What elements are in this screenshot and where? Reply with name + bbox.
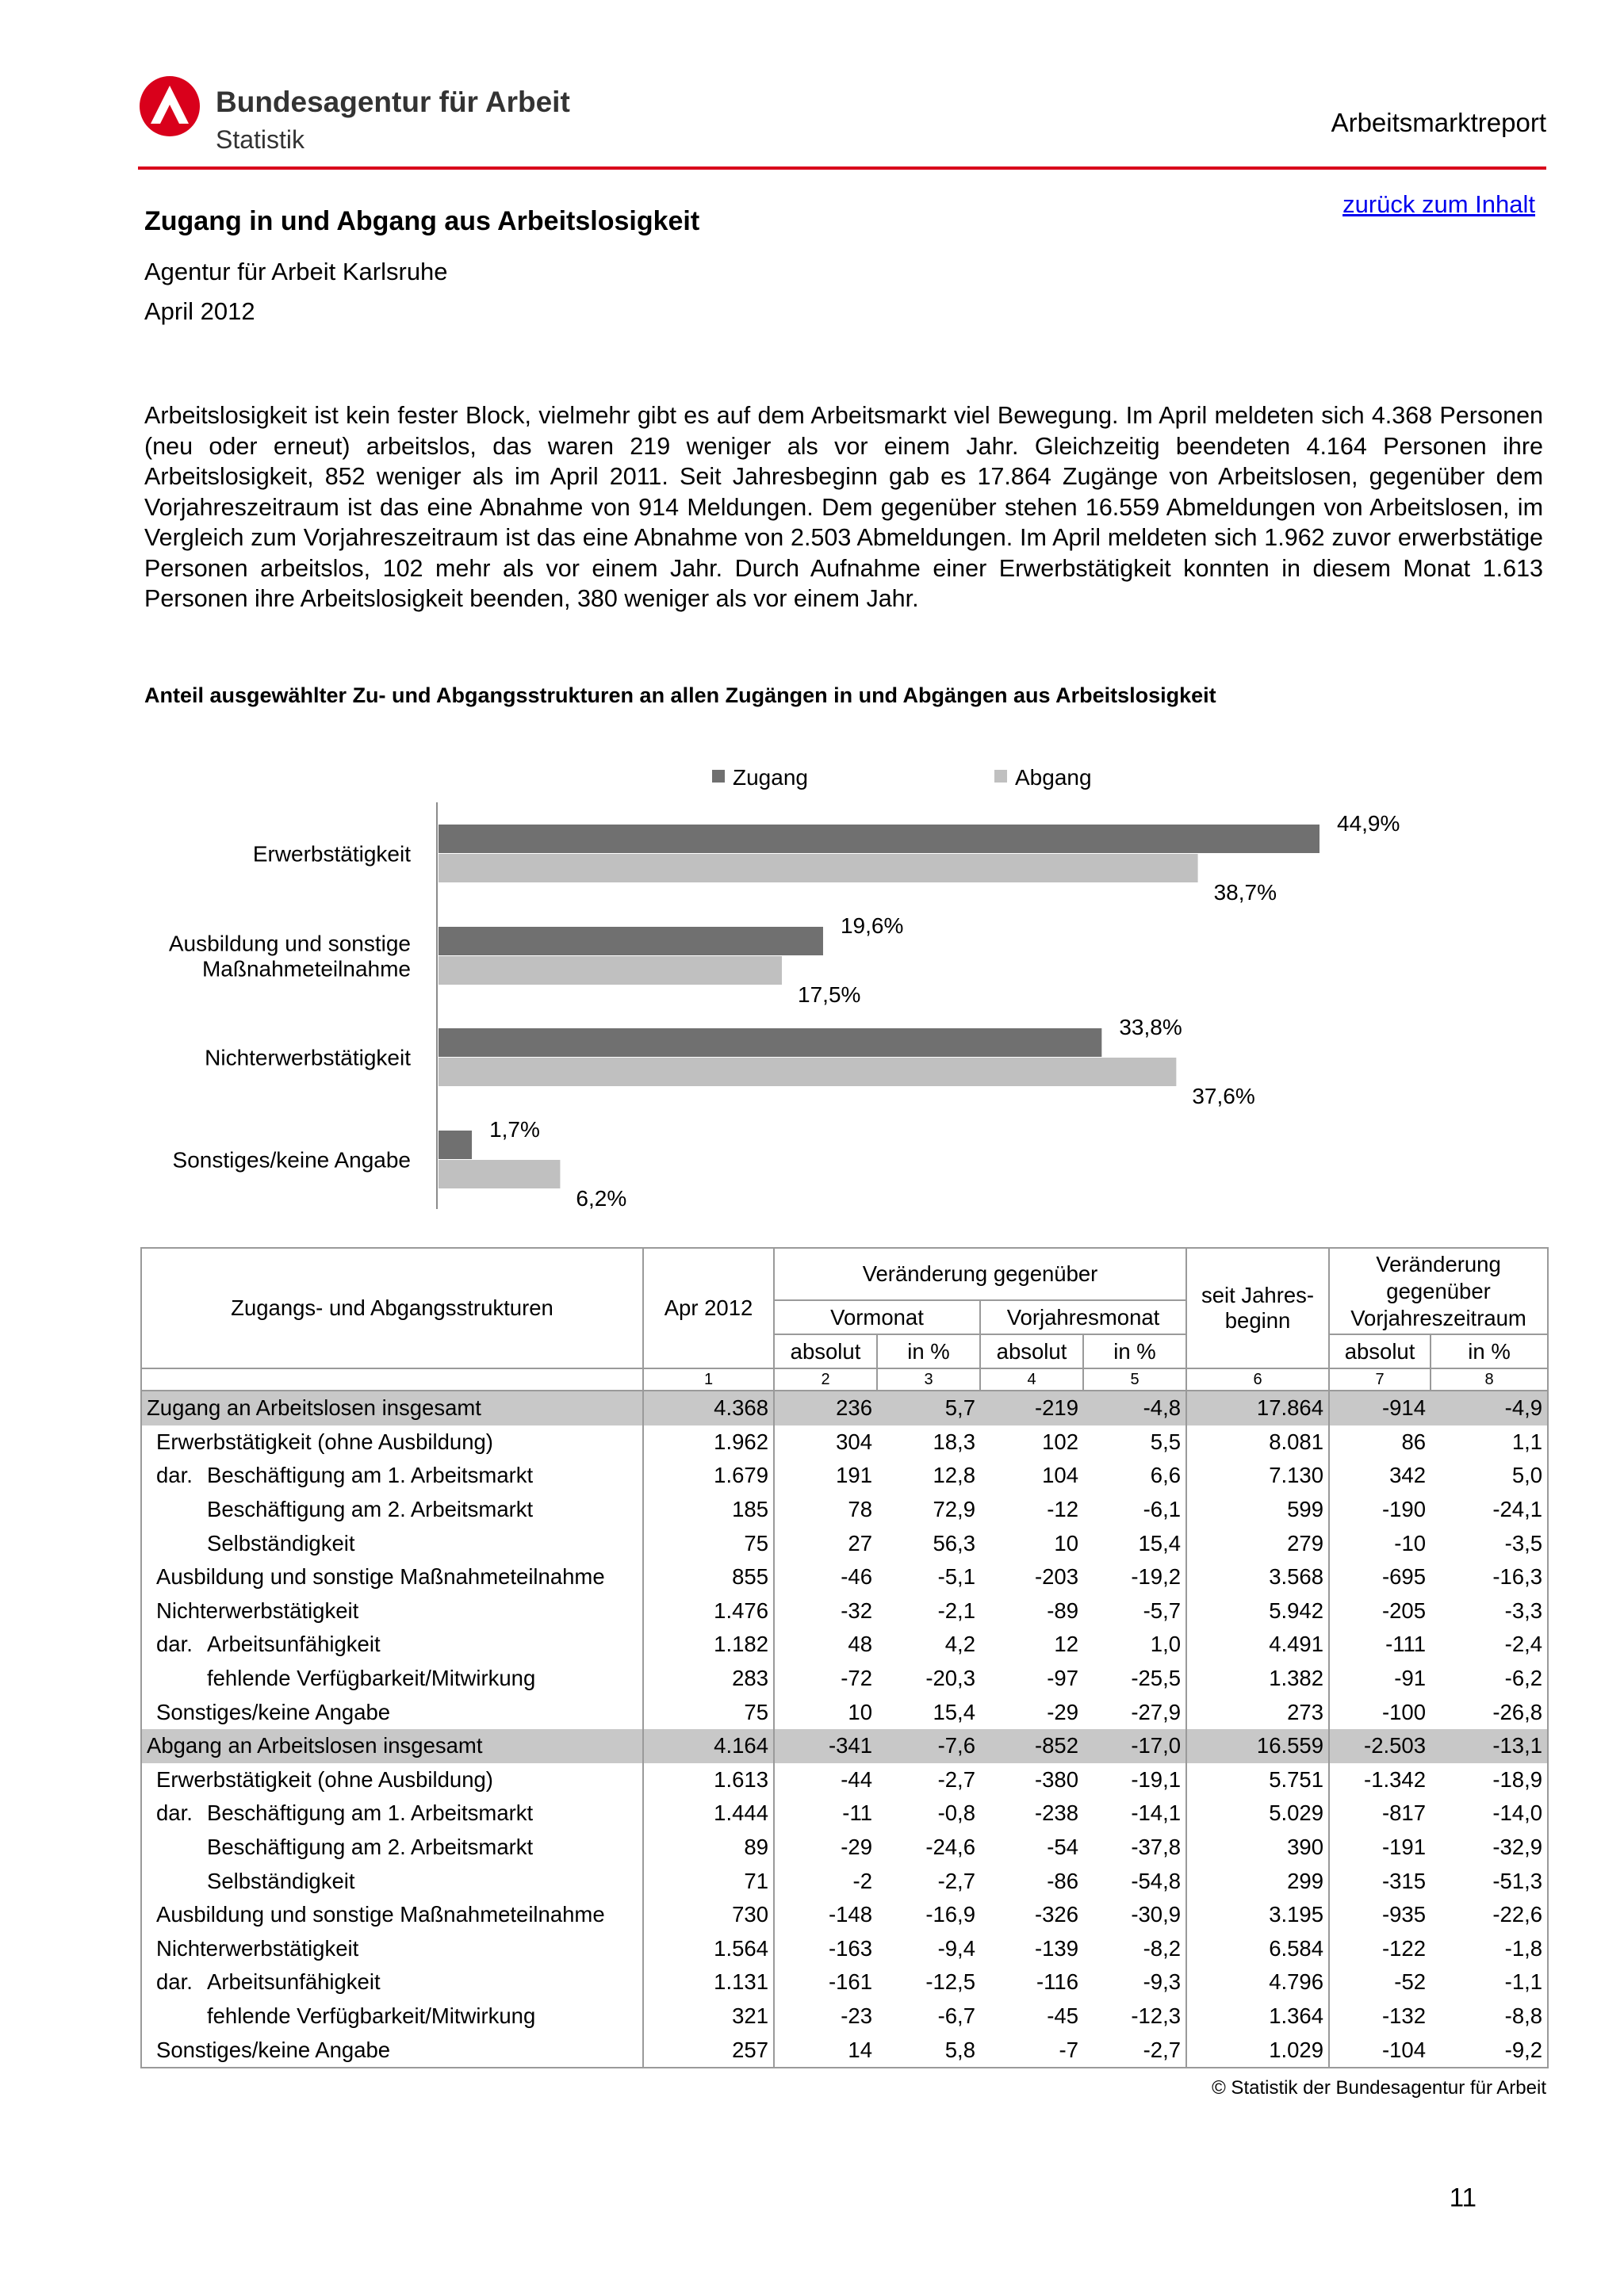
table-cell: -17,0	[1083, 1729, 1186, 1763]
table-cell: 89	[643, 1831, 774, 1865]
table-cell: 4.491	[1186, 1628, 1329, 1662]
table-cell: -2,7	[1083, 2033, 1186, 2068]
row-label-text: Nichterwerbstätigkeit	[156, 1935, 359, 1961]
table-row	[141, 1932, 1548, 1966]
table-cell: 14	[774, 2033, 877, 2068]
table-cell: 16.559	[1186, 1729, 1329, 1763]
data-label-zugang: 19,6%	[840, 913, 904, 938]
table-cell: -0,8	[937, 1800, 975, 1826]
table-cell: 855	[643, 1560, 774, 1594]
table-cell: 3.568	[1186, 1560, 1329, 1594]
table-cell: -29	[841, 1835, 872, 1860]
table-cell: 78	[848, 1497, 872, 1522]
table-cell: -4,9	[1431, 1391, 1548, 1425]
table-cell: 7.130	[1186, 1459, 1329, 1493]
category-label: Nichterwerbstätigkeit	[205, 1045, 411, 1070]
data-label-abgang: 6,2%	[576, 1186, 627, 1211]
table-cell: -104	[1329, 2033, 1431, 2068]
table-cell: -914	[1329, 1391, 1431, 1425]
legend-swatch-zugang	[712, 770, 725, 783]
table-cell: -2	[852, 1868, 872, 1893]
row-label-text: Arbeitsunfähigkeit	[207, 1969, 381, 1995]
table-cell: -1,8	[1431, 1932, 1548, 1966]
col-number: 3	[877, 1368, 980, 1391]
table-cell: -30,9	[1083, 1898, 1186, 1932]
table-cell: -12	[1047, 1497, 1078, 1522]
table-cell: -13,1	[1431, 1729, 1548, 1763]
row-label-text: Ausbildung und sonstige Maßnahmeteilnahme	[156, 1564, 605, 1590]
row-label-text: Beschäftigung am 1. Arbeitsmarkt	[207, 1800, 534, 1826]
row-prefix: dar.	[156, 1800, 193, 1826]
legend-swatch-abgang	[994, 770, 1007, 783]
table-cell: 75	[643, 1526, 774, 1560]
table-cell: -9,2	[1431, 2033, 1548, 2068]
row-label	[141, 1695, 643, 1729]
row-label	[141, 1493, 643, 1527]
category-label: Maßnahmeteilnahme	[201, 956, 411, 982]
table-body	[141, 1391, 1548, 2068]
table-cell: -122	[1381, 1935, 1427, 1961]
table-cell: -22,6	[1431, 1898, 1548, 1932]
table-cell: -45	[1047, 2003, 1078, 2028]
row-prefix: dar.	[156, 1969, 193, 1995]
table-cell: -205	[1381, 1598, 1427, 1623]
table-cell: -935	[1381, 1902, 1427, 1927]
table-cell: -817	[1381, 1800, 1427, 1826]
row-label	[141, 1628, 643, 1662]
table-cell: 5,7	[877, 1391, 980, 1425]
bar-abgang	[439, 1058, 1176, 1086]
chart-bars	[439, 825, 1320, 1188]
table-cell: 5.029	[1186, 1797, 1329, 1831]
table-cell: 273	[1186, 1695, 1329, 1729]
table-cell: 321	[643, 1999, 774, 2034]
row-prefix: dar.	[156, 1632, 193, 1657]
table-cell: -6,2	[1431, 1662, 1548, 1696]
bar-zugang	[439, 1131, 472, 1159]
table-cell: 71	[643, 1864, 774, 1898]
table-cell: -100	[1381, 1699, 1427, 1724]
table-cell: -8,2	[1083, 1932, 1186, 1966]
table-cell: 6,6	[1083, 1459, 1186, 1493]
col-number: 8	[1431, 1368, 1548, 1391]
table-cell: -19,1	[1083, 1763, 1186, 1797]
row-label-text: fehlende Verfügbarkeit/Mitwirkung	[207, 1666, 536, 1691]
col-number: 5	[1083, 1368, 1186, 1391]
table-cell: -2,7	[937, 1868, 975, 1893]
table-row	[141, 1797, 1548, 1831]
table-cell: -380	[1034, 1766, 1078, 1792]
data-label-abgang: 38,7%	[1213, 880, 1277, 905]
table-cell: -148	[828, 1902, 872, 1927]
table-cell: 4.796	[1186, 1965, 1329, 1999]
table-cell: -163	[828, 1935, 872, 1961]
chart-category-labels	[169, 842, 411, 1173]
table-row	[141, 1999, 1548, 2034]
bar-abgang	[439, 854, 1198, 882]
table-cell: 5,8	[877, 2033, 980, 2068]
table-total-row	[141, 1391, 1548, 1425]
row-label	[141, 1965, 643, 1999]
table-cell: 4,2	[944, 1632, 975, 1657]
table-cell: -852	[980, 1729, 1083, 1763]
chart-title: Anteil ausgewählter Zu- und Abgangsstrukturen an allen Zugängen in und Abgängen aus Arbeitslosigkeit	[144, 683, 1216, 707]
table-cell: -37,8	[1083, 1831, 1186, 1865]
table-cell: -1.342	[1364, 1766, 1427, 1792]
bar-abgang	[439, 956, 782, 985]
row-label-text: Beschäftigung am 1. Arbeitsmarkt	[207, 1463, 534, 1488]
table-cell: -8,8	[1431, 1999, 1548, 2034]
table-cell: -315	[1381, 1868, 1427, 1893]
legend-label-zugang: Zugang	[733, 765, 808, 790]
table-cell: 1.613	[643, 1763, 774, 1797]
row-label	[141, 1662, 643, 1696]
table-cell: -32,9	[1431, 1831, 1548, 1865]
table-cell: -12,5	[925, 1969, 975, 1995]
table-cell: 6.584	[1186, 1932, 1329, 1966]
row-label	[141, 1932, 643, 1966]
table-cell: 17.864	[1186, 1391, 1329, 1425]
data-label-zugang: 1,7%	[489, 1117, 540, 1142]
table-cell: 390	[1186, 1831, 1329, 1865]
table-cell: -7,6	[877, 1729, 980, 1763]
report-name: Arbeitsmarktreport	[1331, 108, 1546, 137]
table-cell: 1,1	[1431, 1425, 1548, 1460]
table-cell: -11	[842, 1800, 872, 1826]
table-cell: -24,6	[925, 1835, 975, 1860]
table-cell: -32	[841, 1598, 872, 1623]
table-cell: -97	[1047, 1666, 1078, 1691]
row-label	[141, 1797, 643, 1831]
col-header-absolut: absolut	[1329, 1334, 1431, 1368]
table-cell: -20,3	[925, 1666, 975, 1691]
agency-name: Agentur für Arbeit Karlsruhe	[144, 258, 448, 285]
table-cell: -238	[1034, 1800, 1078, 1826]
table-cell: -5,7	[1083, 1594, 1186, 1628]
table-cell: -3,5	[1431, 1526, 1548, 1560]
row-label-text: Beschäftigung am 2. Arbeitsmarkt	[207, 1497, 534, 1522]
row-label	[141, 1425, 643, 1460]
table-cell: 5,5	[1083, 1425, 1186, 1460]
row-label	[141, 1459, 643, 1493]
table-cell: 1.182	[643, 1628, 774, 1662]
table-cell: -29	[1047, 1699, 1078, 1724]
table-cell: -6,1	[1083, 1493, 1186, 1527]
row-label	[141, 1864, 643, 1898]
table-cell: 599	[1186, 1493, 1329, 1527]
row-label-text: Erwerbstätigkeit (ohne Ausbildung)	[156, 1766, 493, 1792]
table-cell: -4,8	[1083, 1391, 1186, 1425]
table-row	[141, 1695, 1548, 1729]
table-cell: 15,4	[1083, 1526, 1186, 1560]
col-number: 7	[1329, 1368, 1431, 1391]
table-row	[141, 2033, 1548, 2068]
table-row	[141, 1526, 1548, 1560]
table-cell: -326	[1034, 1902, 1078, 1927]
row-label-text: Selbständigkeit	[207, 1868, 355, 1893]
col-header-ytd: seit Jahres- beginn	[1186, 1248, 1329, 1368]
table-cell: -3,3	[1431, 1594, 1548, 1628]
row-label-text: Zugang an Arbeitslosen insgesamt	[147, 1395, 481, 1421]
col-header-pct: in %	[1083, 1334, 1186, 1368]
table-cell: -24,1	[1431, 1493, 1548, 1527]
table-cell: 72,9	[933, 1497, 975, 1522]
table-cell: -16,9	[925, 1902, 975, 1927]
row-label	[141, 1999, 643, 2034]
table-cell: -9,4	[937, 1935, 975, 1961]
table-cell: -2,4	[1431, 1628, 1548, 1662]
table-cell: 102	[1042, 1429, 1078, 1454]
table-cell: -14,1	[1083, 1797, 1186, 1831]
table-cell: 10	[1054, 1530, 1078, 1556]
table-header	[141, 1248, 1548, 1391]
table-cell: 279	[1186, 1526, 1329, 1560]
table-cell: -26,8	[1431, 1695, 1548, 1729]
table-cell: 12,8	[933, 1463, 975, 1488]
row-label-text: Beschäftigung am 2. Arbeitsmarkt	[207, 1835, 534, 1860]
row-label	[141, 1391, 643, 1425]
table-cell: 5,0	[1431, 1459, 1548, 1493]
table-cell: 1.679	[643, 1459, 774, 1493]
table-cell: -54	[1047, 1835, 1078, 1860]
table-cell: 304	[836, 1429, 872, 1454]
table-cell: -16,3	[1431, 1560, 1548, 1594]
table-cell: 104	[1042, 1463, 1078, 1488]
bar-abgang	[439, 1160, 560, 1188]
col-header-change-prev-period: Veränderung gegenüber Vorjahreszeitraum	[1329, 1248, 1548, 1334]
table-cell: -19,2	[1083, 1560, 1186, 1594]
row-label	[141, 1763, 643, 1797]
table-cell: -203	[1034, 1564, 1078, 1590]
page-title: Zugang in und Abgang aus Arbeitslosigkeit	[144, 206, 700, 236]
col-header-absolut: absolut	[774, 1334, 877, 1368]
table-cell: 299	[1186, 1864, 1329, 1898]
table-cell: -7	[980, 2033, 1083, 2068]
table-cell: 4.368	[643, 1391, 774, 1425]
table-cell: 5.942	[1186, 1594, 1329, 1628]
chart-legend	[712, 765, 1092, 790]
table-cell: 1.364	[1186, 1999, 1329, 2034]
category-label: Ausbildung und sonstige	[168, 931, 411, 956]
col-number: 6	[1186, 1368, 1329, 1391]
table-cell: -44	[841, 1766, 872, 1792]
table-cell: 283	[643, 1662, 774, 1696]
row-label	[141, 1898, 643, 1932]
column-number-row	[141, 1368, 1548, 1391]
table-cell: 86	[1401, 1429, 1427, 1454]
table-cell: -1,1	[1431, 1965, 1548, 1999]
table-cell: -161	[828, 1969, 872, 1995]
col-header-pct: in %	[1431, 1334, 1548, 1368]
category-label: Sonstiges/keine Angabe	[172, 1147, 411, 1173]
bar-zugang	[439, 927, 823, 955]
table-cell: 12	[1054, 1632, 1078, 1657]
table-cell: -116	[1036, 1969, 1078, 1995]
table-cell: -111	[1385, 1632, 1427, 1657]
table-cell: -5,1	[937, 1564, 975, 1590]
table-cell: 1.962	[643, 1425, 774, 1460]
table-cell: 18,3	[933, 1429, 975, 1454]
table-cell: -2.503	[1329, 1729, 1431, 1763]
table-cell: 185	[643, 1493, 774, 1527]
table-cell: -2,1	[937, 1598, 975, 1623]
data-label-zugang: 44,9%	[1337, 811, 1400, 836]
row-label	[141, 1560, 643, 1594]
col-header-change: Veränderung gegenüber	[774, 1248, 1186, 1300]
table-cell: 56,3	[933, 1530, 975, 1556]
table-total-row	[141, 1729, 1548, 1763]
table-cell: 1.564	[643, 1932, 774, 1966]
table-cell: 48	[848, 1632, 872, 1657]
table-row	[141, 1594, 1548, 1628]
col-number: 2	[774, 1368, 877, 1391]
table-cell: 1.029	[1186, 2033, 1329, 2068]
row-label-text: Arbeitsunfähigkeit	[207, 1632, 381, 1657]
row-prefix: dar.	[156, 1463, 193, 1488]
table-cell: -27,9	[1083, 1695, 1186, 1729]
table-cell: -14,0	[1431, 1797, 1548, 1831]
table-cell: -132	[1381, 2003, 1427, 2028]
structures-table	[140, 1247, 1549, 2068]
row-label	[141, 1729, 643, 1763]
row-label	[141, 2033, 643, 2068]
table-cell: -341	[774, 1729, 877, 1763]
data-label-zugang: 33,8%	[1119, 1015, 1182, 1039]
table-cell: 191	[836, 1463, 872, 1488]
bar-zugang	[439, 1028, 1101, 1057]
table-cell: 15,4	[933, 1699, 975, 1724]
table-cell: -18,9	[1431, 1763, 1548, 1797]
col-header-structures: Zugangs- und Abgangsstrukturen	[141, 1248, 643, 1368]
table-cell: 1.382	[1186, 1662, 1329, 1696]
table-cell: 4.164	[643, 1729, 774, 1763]
table-cell: -25,5	[1083, 1662, 1186, 1696]
bar-zugang	[439, 825, 1320, 853]
table-cell: 27	[848, 1530, 872, 1556]
table-cell: -10	[1394, 1530, 1427, 1556]
table-row	[141, 1459, 1548, 1493]
table-row	[141, 1763, 1548, 1797]
table-cell: 3.195	[1186, 1898, 1329, 1932]
table-cell: -54,8	[1083, 1864, 1186, 1898]
row-label	[141, 1831, 643, 1865]
col-header-absolut: absolut	[980, 1334, 1083, 1368]
org-name: Bundesagentur für Arbeit	[216, 86, 570, 118]
col-header-pct: in %	[877, 1334, 980, 1368]
intro-paragraph: Arbeitslosigkeit ist kein fester Block, vielmehr gibt es auf dem Arbeitsmarkt viel Bewegung. Im April meldeten sich 4.368 Personen (neu oder erneut) arbeitslos, das waren 219 weniger als vor einem Jahr. Gleichzeitig beendeten 4.164 Personen ihre Arbeitslosigkeit, 852 weniger als im April 2011. Seit Jahresbeginn gab es 17.864 Zugänge von Arbeitslosen, gegenüber dem Vorjahreszeitraum ist das eine Abnahme von 914 Meldungen. Dem gegenüber stehen 16.559 Abmeldungen von Arbeitslosen, im Vergleich zum Vorjahreszeitraum ist das eine Abnahme von 2.503 Abmeldungen. Im April meldeten sich 1.962 zuvor erwerbstätige Personen arbeitslos, 102 mehr als vor einem Jahr. Durch Aufnahme einer Erwerbstätigkeit konnten in diesem Monat 1.613 Personen ihre Arbeitslosigkeit beenden, 380 weniger als vor einem Jahr.	[144, 402, 1543, 612]
table-cell: -191	[1381, 1835, 1427, 1860]
row-label-text: fehlende Verfügbarkeit/Mitwirkung	[207, 2003, 536, 2028]
table-cell: 257	[643, 2033, 774, 2068]
row-label	[141, 1594, 643, 1628]
table-cell: 730	[643, 1898, 774, 1932]
report-period: April 2012	[144, 297, 255, 325]
category-label: Erwerbstätigkeit	[252, 841, 411, 867]
table-row	[141, 1831, 1548, 1865]
table-cell: -12,3	[1083, 1999, 1186, 2034]
col-number: 4	[980, 1368, 1083, 1391]
table-row	[141, 1864, 1548, 1898]
table-cell: -190	[1381, 1497, 1427, 1522]
table-cell: 5.751	[1186, 1763, 1329, 1797]
table-cell: -695	[1381, 1564, 1427, 1590]
table-cell: -52	[1394, 1969, 1427, 1995]
table-cell: -51,3	[1431, 1864, 1548, 1898]
table-cell: 1,0	[1083, 1628, 1186, 1662]
table-row	[141, 1560, 1548, 1594]
table-cell: 75	[643, 1695, 774, 1729]
org-sub: Statistik	[216, 125, 305, 154]
row-label-text: Sonstiges/keine Angabe	[156, 1699, 391, 1724]
source-note: © Statistik der Bundesagentur für Arbeit	[1212, 2077, 1546, 2099]
row-label-text: Sonstiges/keine Angabe	[156, 2037, 391, 2062]
table-row	[141, 1662, 1548, 1696]
data-label-abgang: 17,5%	[798, 982, 861, 1007]
table-row	[141, 1965, 1548, 1999]
table-cell: -89	[1047, 1598, 1078, 1623]
table-row	[141, 1425, 1548, 1460]
table-cell: -139	[1034, 1935, 1078, 1961]
table-cell: 1.131	[643, 1965, 774, 1999]
table-row	[141, 1628, 1548, 1662]
table-cell: 1.476	[643, 1594, 774, 1628]
page-number: 11	[1449, 2183, 1477, 2212]
table-cell: 236	[774, 1391, 877, 1425]
table-cell: -46	[841, 1564, 872, 1590]
table-cell: 342	[1389, 1463, 1427, 1488]
col-number: 1	[643, 1368, 774, 1391]
back-to-contents-link[interactable]: zurück zum Inhalt	[1342, 190, 1535, 218]
table-row	[141, 1898, 1548, 1932]
table-cell: -2,7	[937, 1766, 975, 1792]
col-header-month: Apr 2012	[643, 1248, 774, 1368]
table-cell: 1.444	[643, 1797, 774, 1831]
table-cell: -86	[1047, 1868, 1078, 1893]
row-label-text: Erwerbstätigkeit (ohne Ausbildung)	[156, 1429, 493, 1454]
row-label-text: Abgang an Arbeitslosen insgesamt	[147, 1733, 483, 1758]
row-label-text: Nichterwerbstätigkeit	[156, 1598, 359, 1623]
data-label-abgang: 37,6%	[1192, 1084, 1255, 1108]
table-cell: 8.081	[1186, 1425, 1329, 1460]
table-cell: -72	[841, 1666, 872, 1691]
table-cell: -9,3	[1083, 1965, 1186, 1999]
legend-label-abgang: Abgang	[1015, 765, 1092, 790]
table-cell: 10	[848, 1699, 872, 1724]
col-header-prev-month: Vormonat	[774, 1300, 980, 1334]
table-row	[141, 1493, 1548, 1527]
row-label	[141, 1526, 643, 1560]
table-cell: -219	[980, 1391, 1083, 1425]
table-cell: -23	[841, 2003, 872, 2028]
row-label-text: Selbständigkeit	[207, 1530, 355, 1556]
table-cell: -6,7	[937, 2003, 975, 2028]
table-cell: -91	[1394, 1666, 1427, 1691]
col-header-prev-year-month: Vorjahresmonat	[980, 1300, 1186, 1334]
row-label-text: Ausbildung und sonstige Maßnahmeteilnahme	[156, 1902, 605, 1927]
